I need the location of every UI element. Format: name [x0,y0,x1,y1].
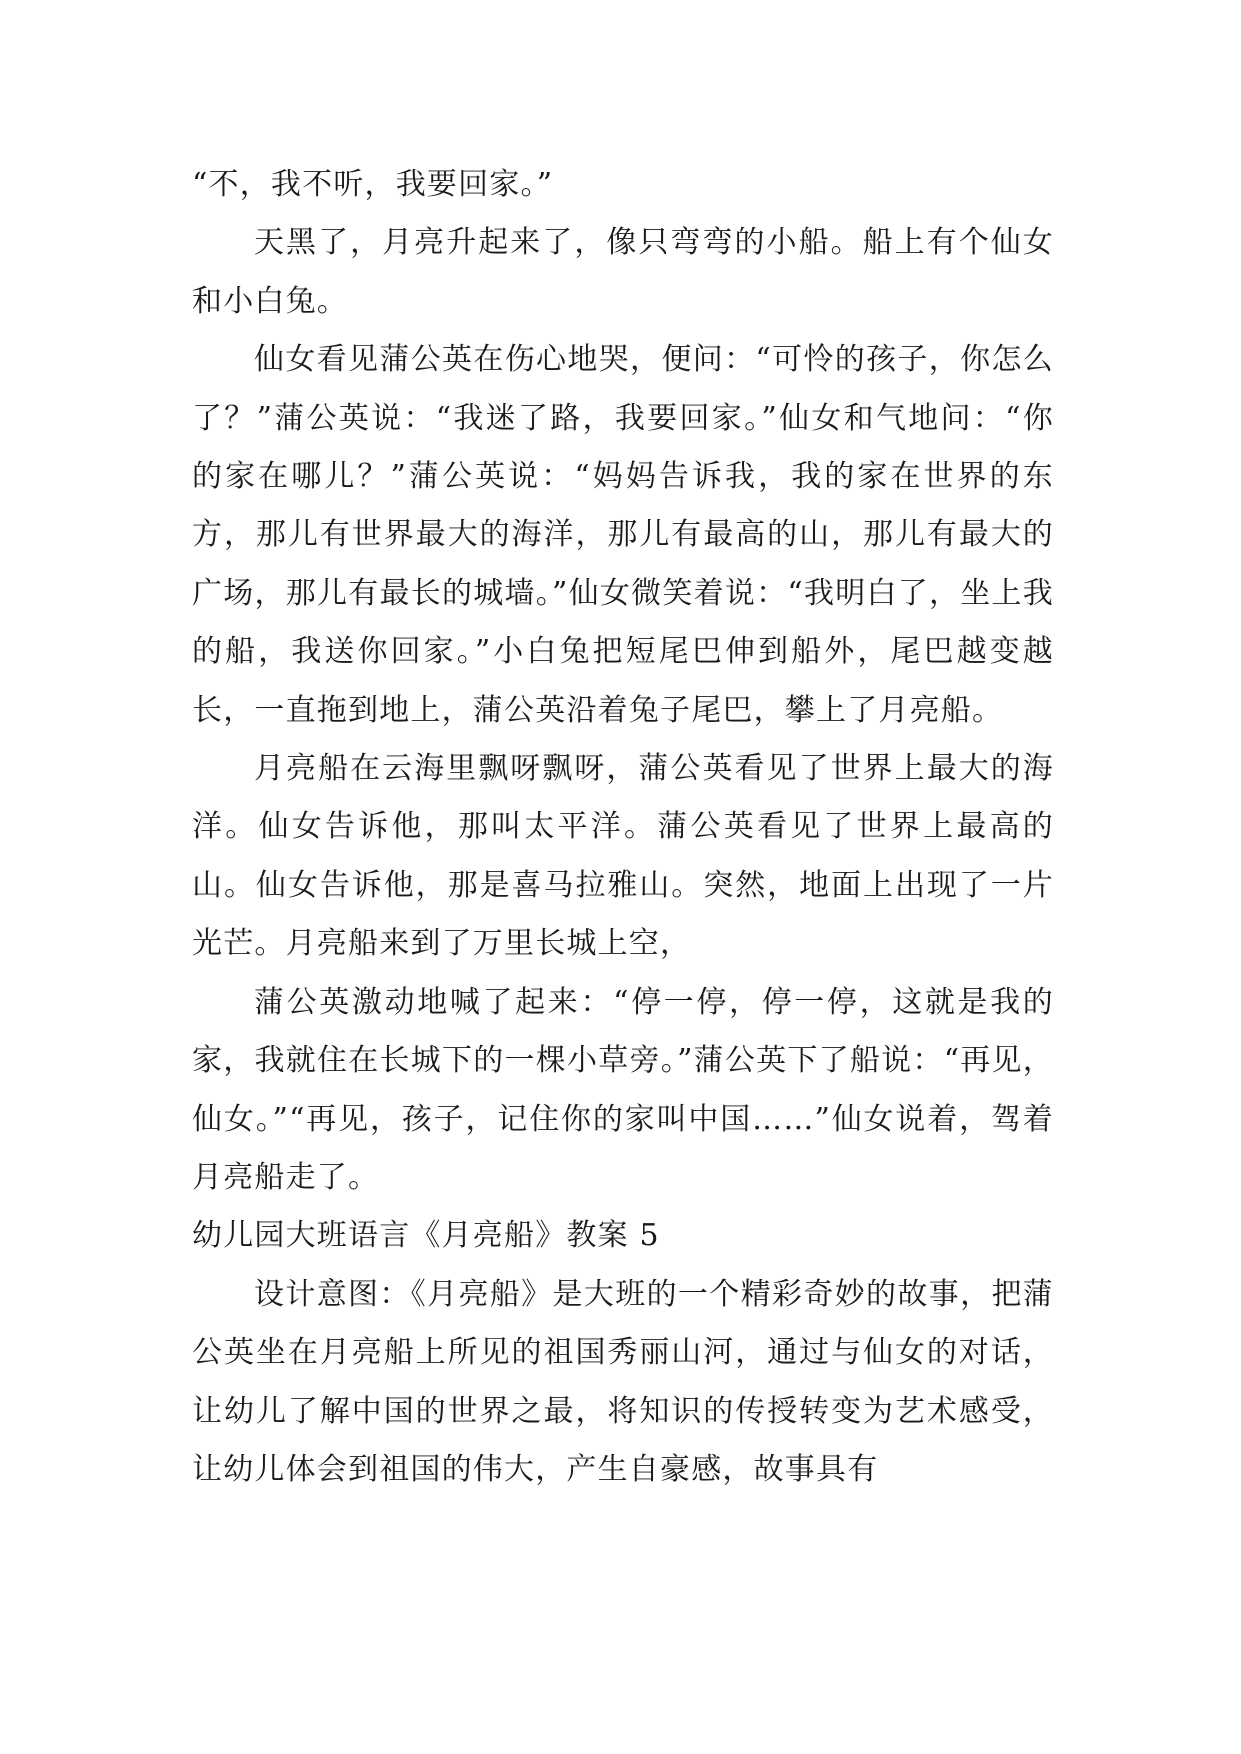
paragraph-quote: “不，我不听，我要回家。” [192,167,554,202]
paragraph-fairy-asks: 仙女看见蒲公英在伤心地哭，便问：“可怜的孩子，你怎么了？”蒲公英说：“我迷了路，我要回家。”仙女和气地问：“你的家在哪儿？”蒲公英说：“妈妈告诉我，我的家在世界的东方，那儿有世界最大的海洋，那儿有最高的山，那儿有最大的广场，那儿有最长的城墙。”仙女微笑着说：“我明白了，坐上我的船，我送你回家。”小白兔把短尾巴伸到船外，尾巴越变越长，一直拖到地上，蒲公英沿着兔子尾巴，攀上了月亮船。 [192,342,1054,728]
document-body [192,156,1054,1499]
paragraph-arrive-home: 蒲公英激动地喊了起来：“停一停，停一停，这就是我的家，我就住在长城下的一棵小草旁。”蒲公英下了船说：“再见，仙女。”“再见，孩子，记住你的家叫中国……”仙女说着，驾着月亮船走了。 [192,984,1054,1195]
paragraph-design-intent: 设计意图：《月亮船》是大班的一个精彩奇妙的故事，把蒲公英坐在月亮船上所见的祖国秀丽山河，通过与仙女的对话，让幼儿了解中国的世界之最，将知识的传授转变为艺术感受，让幼儿体会到祖国的伟大，产生自豪感，故事具有 [192,1276,1054,1487]
section-title: 幼儿园大班语言《月亮船》教案 5 [192,1218,660,1254]
paragraph-moon-rises: 天黑了，月亮升起来了，像只弯弯的小船。船上有个仙女和小白兔。 [192,225,1054,319]
paragraph-moon-boat-journey: 月亮船在云海里飘呀飘呀，蒲公英看见了世界上最大的海洋。仙女告诉他，那叫太平洋。蒲公英看见了世界上最高的山。仙女告诉他，那是喜马拉雅山。突然，地面上出现了一片光芒。月亮船来到了万里长城上空， [192,751,1054,962]
